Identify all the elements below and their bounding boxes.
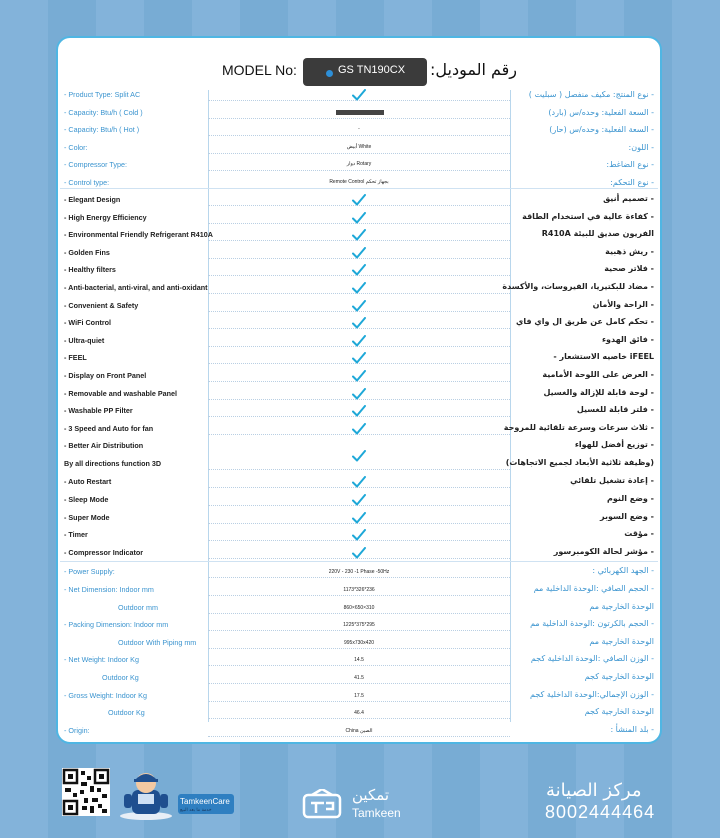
spec-label-en: - Packing Dimension: Indoor mm [64,620,169,630]
feature-label-ar: - لوحة قابلة للإزالة والغسيل [543,387,654,397]
feature-label-ar: - إعادة تشغيل تلقائي [570,476,654,486]
feature-label-en: - WiFi Control [64,318,112,328]
tamkeen-logo-icon [302,789,342,819]
feature-label-en: - Super Mode [64,512,110,522]
spec-value: 220V - 230 -1 Phase -50Hz [328,569,390,576]
spec-label-en: Outdoor Kg [108,708,145,718]
feature-label-en: - Golden Fins [64,247,110,257]
row-dotted-line [208,135,510,136]
column-divider [510,90,511,722]
spec-label-ar: الوحدة الخارجية مم [589,601,654,611]
check-icon [352,420,366,432]
feature-label-en: - Display on Front Panel [64,371,147,380]
spec-label-en: - Net Weight: Indoor Kg [64,655,139,665]
feature-label-ar: - ثلاث سرعات وسرعة تلقائية للمروحة [503,422,654,432]
feature-label-ar: الفريون صديق للبيئة R410A [541,229,654,239]
model-label-ar: رقم الموديل: [430,60,518,79]
spec-label-ar: - نوع التحكم: [610,178,654,187]
spec-label-ar: - الحجم الصافي :الوحدة الداخلية مم [533,584,654,593]
spec-label-ar: الوحدة الخارجية كجم [584,672,654,681]
spec-label-ar: - الوزن الإجمالي:الوحدة الداخلية كجم [530,689,654,699]
feature-label-en: - Healthy filters [64,265,116,275]
row-dotted-line [208,170,510,171]
row-dotted-line [208,118,510,119]
feature-label-en: - Environmental Friendly Refrigerant R410A [64,230,213,240]
service-center-phone: 8002444464 [545,802,656,822]
spec-value: 995x730x420 [343,639,375,646]
feature-label-ar: - مؤقت [624,529,654,539]
tamkeen-brand-mark [302,789,342,819]
section-separator [60,561,658,562]
feature-label-ar: iFEEL خاصيه الاستشعار - [553,352,654,362]
row-dotted-line [208,665,510,666]
feature-label-ar: - العرض على اللوحة الأمامية [542,370,654,379]
model-dot-icon [326,70,333,77]
spec-label-ar: - السعة الفعلية: وحده/س (بارد) [548,107,654,117]
spec-label-ar: - اللون: [628,142,654,152]
qr-code-icon [62,768,110,816]
service-center-label: مركز الصيانة [546,780,642,801]
feature-label-en: - High Energy Efficiency [64,212,147,222]
feature-label-ar: - فلاتر صحية [604,264,654,274]
tamkeen-care-name: TamkeenCare [180,797,230,806]
spec-label-ar: - الجهد الكهربائي : [592,566,654,576]
check-icon [352,244,366,256]
spec-label-ar: - الحجم بالكرتون :الوحدة الداخلية مم [530,619,654,629]
qr-code [62,768,110,816]
technician-mascot-icon [118,768,174,820]
row-dotted-line [208,701,510,702]
check-icon [352,509,366,521]
spec-label-en: Outdoor With Piping mm [118,637,197,647]
feature-label-ar: - ريش ذهبية [605,246,654,256]
row-dotted-line [208,683,510,684]
spec-value: China الصين [345,727,373,734]
model-label-en: MODEL No: [222,62,297,78]
spec-label-ar: - بلد المنشأ : [610,724,654,734]
spec-label-en: - Power Supply: [64,567,115,577]
spec-value: 860×650×310 [343,604,375,611]
feature-label-en: - Elegant Design [64,195,121,204]
spec-label-en: - Net Dimension: Indoor mm [64,585,154,594]
feature-label-en: - Better Air Distribution [64,441,144,451]
check-icon [352,544,366,556]
check-icon [352,447,366,459]
brand-name-ar: تمكين [352,786,390,804]
row-dotted-line [208,577,510,578]
feature-label-ar: - وضع النوم [607,494,654,503]
check-icon [352,86,366,98]
spec-value: Remote Control بجهاز تحكم [329,179,389,185]
check-icon [352,261,366,273]
spec-label-en: - Capacity: Btu/h ( Hot ) [64,125,140,135]
row-dotted-line [208,648,510,649]
feature-label-en: - Sleep Mode [64,495,109,504]
spec-label-en: - Gross Weight: Indoor Kg [64,690,147,700]
spec-label-ar: الوحدة الخارجية مم [589,636,654,646]
spec-label-en: - Compressor Type: [64,160,127,170]
feature-label-en: - Timer [64,530,88,540]
check-icon [352,491,366,503]
check-icon [352,209,366,221]
spec-label-ar: - نوع الضاغط: [606,160,654,170]
spec-label-en: - Control type: [64,178,110,187]
feature-label-en: By all directions function 3D [64,459,162,469]
feature-label-ar: - فائق الهدوء [601,334,654,344]
check-icon [352,191,366,203]
spec-value: 1225*375*295 [343,622,375,629]
capacity-value-bar [336,110,384,115]
spec-label-ar: - الوزن الصافي :الوحدة الداخلية كجم [530,654,654,664]
row-dotted-line [208,153,510,154]
spec-value: 41.5 [354,675,364,681]
spec-value: - [358,126,360,133]
feature-label-en: - Removable and washable Panel [64,388,178,398]
check-icon [352,279,366,291]
row-dotted-line [208,718,510,719]
feature-label-en: - 3 Speed and Auto for fan [64,423,154,433]
brand-name-en: Tamkeen [352,806,401,820]
check-icon [352,297,366,309]
feature-label-ar: - تحكم كامل عن طريق ال واي فاي [516,317,654,327]
spec-label-en: - Origin: [64,725,90,735]
spec-label-en: - Color: [64,142,88,152]
feature-label-en: - FEEL [64,353,87,363]
check-icon [352,314,366,326]
check-icon [352,526,366,538]
feature-label-ar: (وظيفة ثلاثية الأبعاد لجميع الاتجاهات) [505,458,654,468]
spec-value: 46.4 [354,710,364,717]
row-dotted-line [208,630,510,631]
spec-label-en: Outdoor mm [118,602,158,612]
check-icon [352,402,366,414]
spec-label-ar: الوحدة الخارجية كجم [584,707,654,717]
feature-label-ar: - الراحة والأمان [592,299,654,309]
feature-label-en: - Convenient & Safety [64,300,139,310]
tamkeen-care-subtitle: خدمة ما بعد البيع [180,808,212,813]
feature-label-en: - Washable PP Filter [64,406,133,416]
spec-value: 1173*326*236 [343,587,375,593]
spec-label-ar: - نوع المنتج: مكيف منفصل ( سبليت ) [528,90,654,99]
spec-value: أبيض White [346,143,372,150]
feature-label-ar: - مؤشر لحالة الكومبرسور [553,546,654,556]
spec-label-ar: - السعة الفعلية: وحده/س (حار) [549,125,654,135]
spec-label-en: - Capacity: Btu/h ( Cold ) [64,107,143,117]
row-dotted-line [208,595,510,596]
spec-value: دوار Rotary [346,161,372,168]
spec-sheet-card [56,36,662,744]
feature-label-ar: - فلتر قابلة للغسيل [576,405,654,415]
check-icon [352,473,366,485]
spec-label-en: Outdoor Kg [102,673,139,682]
row-dotted-line [208,469,510,470]
feature-label-en: - Auto Restart [64,477,112,487]
feature-label-en: - Compressor Indicator [64,547,144,557]
bg-stripe [672,0,720,838]
feature-label-ar: - توزيع أفضل للهواء [574,440,654,450]
feature-label-ar: - كفاءة عالية في استخدام الطاقة [522,211,654,221]
check-icon [352,367,366,379]
feature-label-ar: - مضاد للبكتيريا، الفيروسات، والأكسدة [502,282,654,291]
row-dotted-line [208,736,510,737]
feature-label-ar: - وضع السوبر [600,511,654,521]
check-icon [352,385,366,397]
check-icon [352,332,366,344]
bg-stripe [0,0,48,838]
section-separator [60,188,658,189]
technician-mascot [118,768,174,820]
spec-value: 17.5 [354,692,364,699]
feature-label-en: - Anti-bacterial, anti-viral, and anti-oxidant [64,283,208,292]
feature-label-ar: - تصميم أنيق [603,194,654,203]
check-icon [352,226,366,238]
model-number: GS TN190CX [338,64,406,76]
row-dotted-line [208,613,510,614]
spec-value: 14.5 [354,657,364,664]
spec-label-en: - Product Type: Split AC [64,90,141,99]
feature-label-en: - Ultra-quiet [64,335,105,345]
check-icon [352,349,366,361]
